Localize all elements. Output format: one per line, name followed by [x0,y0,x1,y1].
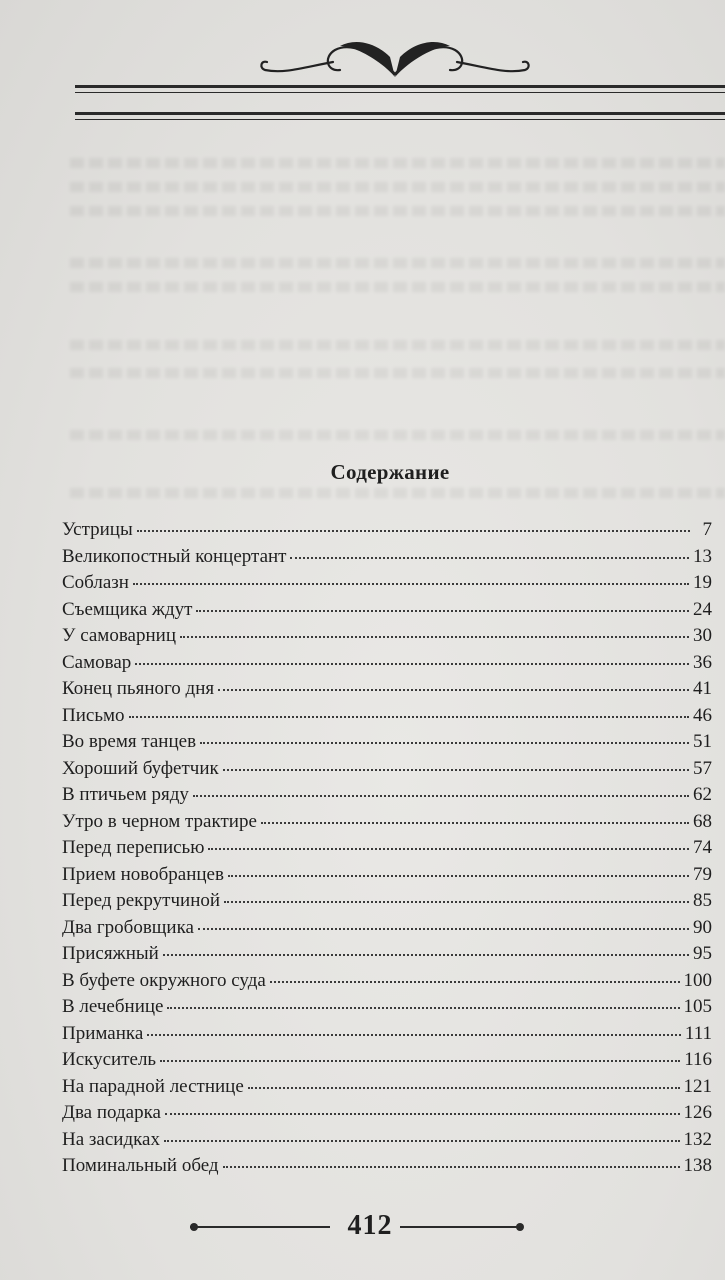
dot-leader [135,662,689,665]
bleed-through-texture [70,430,725,440]
dot-leader [165,1112,680,1115]
toc-entry-title: В птичьем ряду [62,784,189,805]
contents-title: Содержание [330,460,450,484]
toc-entry-title: Поминальный обед [62,1155,219,1176]
toc-entry-title: Прием новобранцев [62,863,224,885]
dot-leader [164,1139,680,1142]
page-footer [190,1210,490,1246]
table-of-contents [62,517,712,1180]
toc-entry-title: Приманка [62,1022,144,1044]
toc-entry-page: 57 [693,757,712,779]
dot-leader [200,741,689,744]
dot-leader [224,900,689,903]
dot-leader [137,529,690,532]
toc-entry-page: 111 [684,1022,712,1044]
toc-entry [62,597,712,624]
toc-entry [62,1153,712,1180]
toc-entry-page: 90 [693,916,712,938]
toc-entry-page: 51 [693,731,712,752]
toc-entry-title: В буфете окружного суда [62,969,266,991]
toc-entry-title: Устрицы [62,519,133,540]
toc-entry [62,862,712,889]
bleed-through-texture [70,368,725,378]
bleed-through-texture [70,282,725,292]
header-rule [75,85,725,88]
dot-leader [180,635,689,638]
toc-entry-title: В лечебнице [62,996,164,1017]
toc-entry-title: Два гробовщика [62,916,194,938]
toc-entry-page: 95 [693,943,712,964]
dot-leader [208,847,689,850]
dot-leader [248,1086,680,1089]
dot-leader [270,980,680,983]
toc-entry-page: 62 [693,784,712,805]
toc-entry [62,570,712,597]
toc-entry-page: 74 [693,837,712,858]
toc-entry-page: 7 [702,519,712,540]
bleed-through-texture [70,258,725,268]
toc-entry-page: 41 [693,678,712,699]
toc-entry-page: 68 [693,810,712,832]
toc-entry [62,517,712,544]
header-rule [75,92,725,93]
toc-entry [62,676,712,703]
dot-leader [198,927,689,930]
bleed-through-texture [70,182,725,192]
toc-entry-page: 19 [693,572,712,593]
toc-entry-page: 85 [693,890,712,911]
toc-entry [62,941,712,968]
toc-entry-page: 36 [693,651,712,673]
dot-leader [160,1059,680,1062]
toc-entry [62,1047,712,1074]
dot-leader [133,582,689,585]
toc-entry [62,703,712,730]
dot-leader [196,609,689,612]
toc-entry [62,650,712,677]
footer-dot [516,1223,524,1231]
header-rule [75,112,725,115]
toc-entry-page: 30 [693,625,712,646]
toc-entry-page: 24 [693,598,712,620]
dot-leader [163,953,689,956]
header-rule [75,119,725,120]
toc-entry [62,1100,712,1127]
toc-entry-title: Присяжный [62,943,159,964]
toc-entry-title: Искуситель [62,1049,157,1070]
toc-entry [62,729,712,756]
dot-leader [147,1033,681,1036]
bleed-through-texture [70,340,725,350]
toc-entry-page: 105 [683,996,712,1017]
toc-entry-title: На засидках [62,1128,160,1150]
toc-entry [62,1127,712,1154]
toc-entry-page: 126 [683,1102,712,1123]
toc-entry [62,1021,712,1048]
dot-leader [193,794,689,797]
toc-entry-title: Утро в черном трактире [62,810,257,832]
toc-entry-title: Конец пьяного дня [62,678,215,699]
toc-entry-title: Хороший буфетчик [62,757,219,779]
dot-leader [129,715,689,718]
toc-entry-title: Перед переписью [62,837,205,858]
page-number: 412 [347,1210,393,1241]
toc-entry-title: На парадной лестнице [62,1075,244,1097]
toc-entry-page: 79 [693,863,712,885]
footer-rule [190,1226,330,1228]
dot-leader [228,874,689,877]
toc-entry-page: 121 [683,1075,712,1097]
toc-entry [62,809,712,836]
toc-entry-page: 13 [693,545,712,567]
toc-entry-page: 100 [683,969,712,991]
bleed-through-texture [70,158,725,168]
toc-entry-title: У самоварниц [62,625,176,646]
toc-entry [62,623,712,650]
toc-entry [62,756,712,783]
toc-entry-page: 46 [693,704,712,726]
toc-entry [62,888,712,915]
flourish-ornament-icon [255,22,535,84]
toc-entry-page: 132 [683,1128,712,1150]
dot-leader [261,821,689,824]
toc-entry [62,968,712,995]
toc-entry-title: Съемщика ждут [62,598,193,620]
dot-leader [223,1165,680,1168]
toc-entry-title: Перед рекрутчиной [62,890,221,911]
toc-entry-title: Самовар [62,651,132,673]
toc-entry-title: Во время танцев [62,731,197,752]
dot-leader [167,1006,679,1009]
footer-rule [400,1226,520,1228]
bleed-through-texture [70,488,725,498]
toc-entry-page: 116 [684,1049,712,1070]
toc-entry [62,835,712,862]
toc-entry [62,544,712,571]
toc-entry-title: Письмо [62,704,125,726]
dot-leader [290,556,689,559]
toc-entry-page: 138 [683,1155,712,1176]
toc-entry-title: Соблазн [62,572,129,593]
dot-leader [223,768,689,771]
toc-entry [62,1074,712,1101]
toc-entry [62,782,712,809]
toc-entry-title: Два подарка [62,1102,161,1123]
toc-entry [62,994,712,1021]
dot-leader [218,688,689,691]
bleed-through-texture [70,206,725,216]
toc-entry-title: Великопостный концертант [62,545,287,567]
toc-entry [62,915,712,942]
